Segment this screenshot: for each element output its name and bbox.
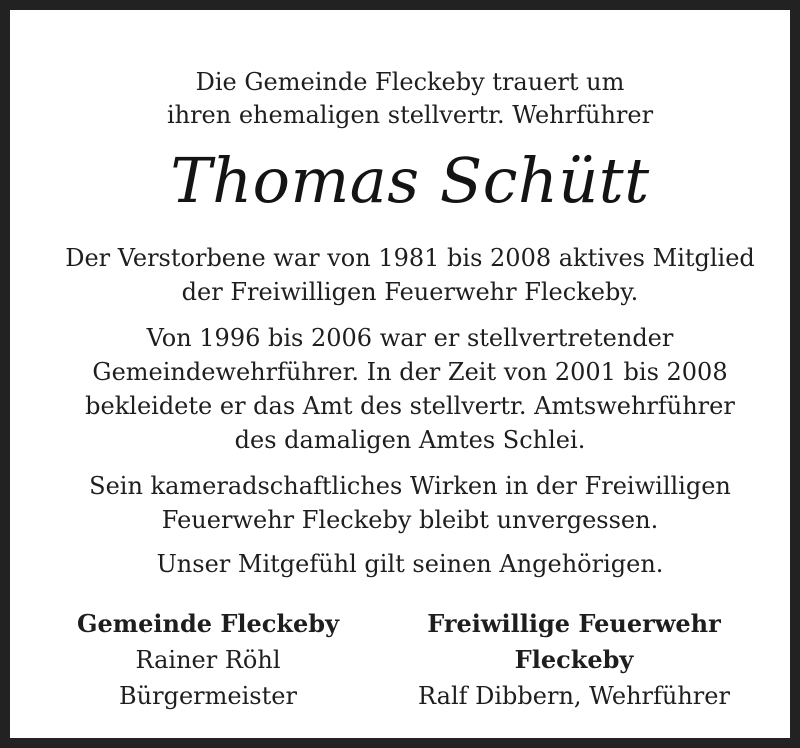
intro-text bbox=[10, 66, 800, 132]
signature-municipality bbox=[70, 606, 346, 714]
signature-fire-brigade bbox=[410, 606, 738, 714]
paragraph-line: Unser Mitgefühl gilt seinen Angehörigen. bbox=[156, 550, 664, 578]
paragraph-line: Gemeindewehrführer. In der Zeit von 2001 bis 2008 bbox=[92, 358, 728, 386]
paragraph-line: Feuerwehr Fleckeby bleibt unvergessen. bbox=[161, 506, 659, 534]
paragraph-line: Von 1996 bis 2006 war er stellvertretender bbox=[146, 324, 674, 352]
signature-org: Fleckeby bbox=[514, 645, 634, 674]
paragraph-remembrance bbox=[10, 469, 800, 537]
paragraph-line: des damaligen Amtes Schlei. bbox=[234, 426, 586, 454]
paragraph-line: der Freiwilligen Feuerwehr Fleckeby. bbox=[181, 278, 639, 306]
paragraph-membership bbox=[10, 241, 800, 309]
paragraph-line: Sein kameradschaftliches Wirken in der Freiwilligen bbox=[89, 472, 731, 500]
paragraph-line: Der Verstorbene war von 1981 bis 2008 aktives Mitglied bbox=[65, 244, 755, 272]
signature-org: Freiwillige Feuerwehr bbox=[427, 609, 721, 638]
deceased-name: Thomas Schütt bbox=[170, 144, 650, 217]
intro-line: Die Gemeinde Fleckeby trauert um bbox=[195, 68, 625, 96]
signature-person: Rainer Röhl bbox=[135, 646, 281, 674]
paragraph-condolence bbox=[10, 547, 800, 581]
signature-person-role: Ralf Dibbern, Wehrführer bbox=[418, 682, 730, 710]
intro-line: ihren ehemaligen stellvertr. Wehrführer bbox=[166, 101, 654, 129]
signature-role: Bürgermeister bbox=[119, 682, 297, 710]
signature-org: Gemeinde Fleckeby bbox=[76, 609, 340, 638]
paragraph-line: bekleidete er das Amt des stellvertr. Amtswehrführer bbox=[85, 392, 735, 420]
paragraph-offices bbox=[10, 321, 800, 457]
